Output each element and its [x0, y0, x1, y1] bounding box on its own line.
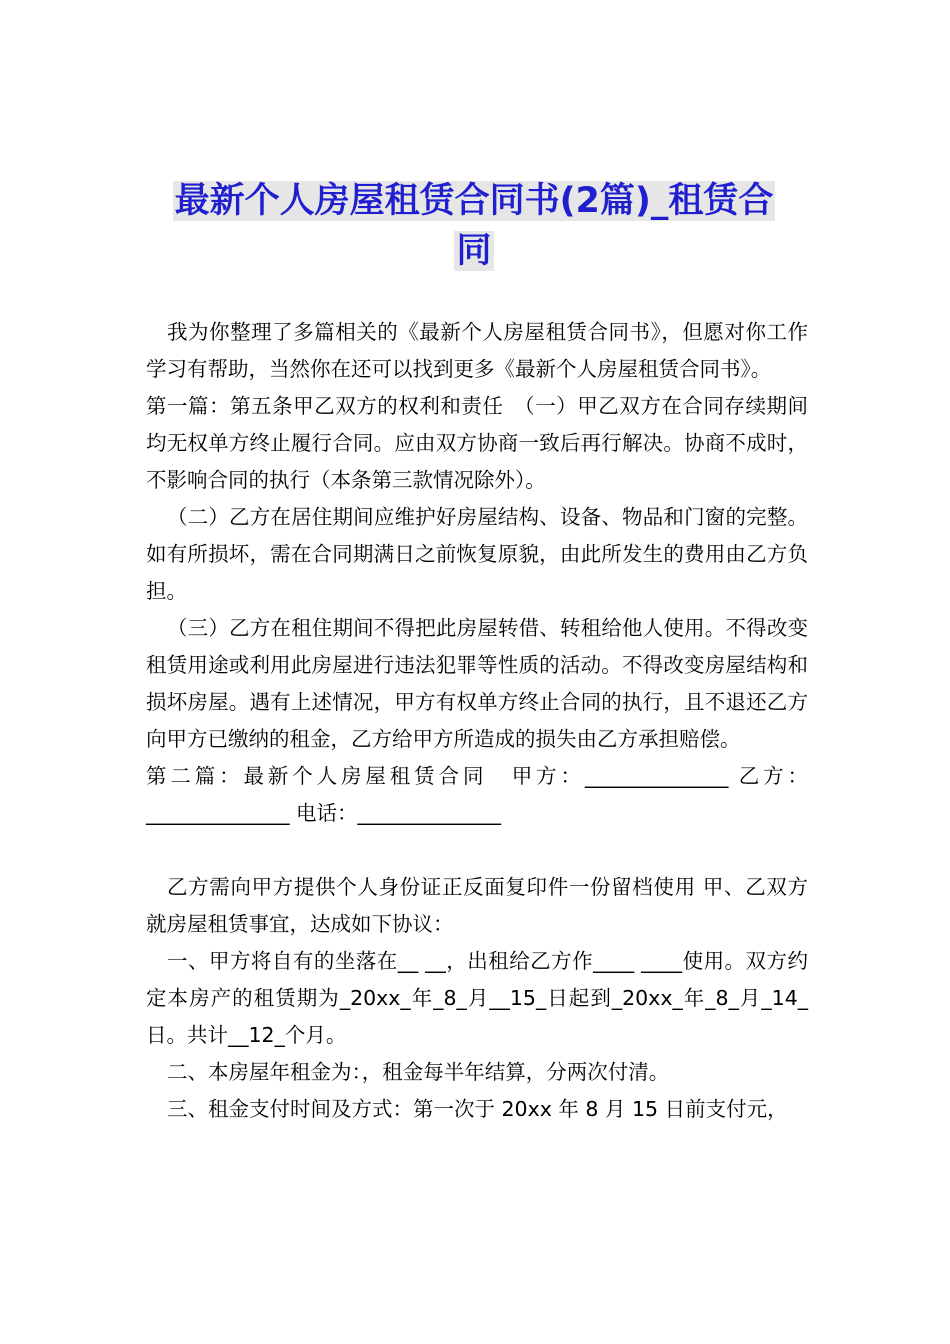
- term-three-paragraph: 三、租金支付时间及方式：第一次于 20xx 年 8 月 15 日前支付元，: [167, 1097, 788, 1121]
- term-two-paragraph: 二、本房屋年租金为：，租金每半年结算，分两次付清。: [167, 1060, 670, 1084]
- intro-paragraph: 我为你整理了多篇相关的《最新个人房屋租赁合同书》，但愿对你工作学习有帮助，当然你在还可以找到更多《最新个人房屋租赁合同书》。: [146, 320, 808, 381]
- clause-two-paragraph: （二）乙方在居住期间应维护好房屋结构、设备、物品和门窗的完整。如有所损坏，需在合同期满日之前恢复原貌，由此所发生的费用由乙方负担。: [146, 505, 808, 603]
- id-requirement-paragraph: 乙方需向甲方提供个人身份证正反面复印件一份留档使用 甲、乙双方就房屋租赁事宜，达成如下协议：: [146, 875, 808, 936]
- section-one-paragraph: 第一篇：第五条甲乙双方的权利和责任 （一）甲乙双方在合同存续期间均无权单方终止履行合同。应由双方协商一致后再行解决。协商不成时，不影响合同的执行（本条第三款情况除外）。: [146, 394, 808, 492]
- title-line-2: 同: [456, 231, 492, 271]
- document-title: [140, 176, 808, 276]
- document-body: [146, 314, 808, 1128]
- blank-line: [146, 832, 808, 869]
- title-line-1: 最新个人房屋租赁合同书(2篇)_租赁合: [174, 181, 774, 221]
- term-one-paragraph: 一、甲方将自有的坐落在__ __，出租给乙方作____ ____使用。双方约定本房产的租赁期为_20xx_年_8_月__15_日起到_20xx_年_8_月_14_日。共计__12_个月。: [146, 949, 808, 1047]
- clause-three-paragraph: （三）乙方在租住期间不得把此房屋转借、转租给他人使用。不得改变租赁用途或利用此房屋进行违法犯罪等性质的活动。不得改变房屋结构和损坏房屋。遇有上述情况，甲方有权单方终止合同的执行，且不退还乙方向甲方已缴纳的租金，乙方给甲方所造成的损失由乙方承担赔偿。: [146, 616, 808, 751]
- section-two-paragraph: 第二篇：最新个人房屋租赁合同 甲方：______________ 乙方：______________ 电话：______________: [146, 764, 808, 825]
